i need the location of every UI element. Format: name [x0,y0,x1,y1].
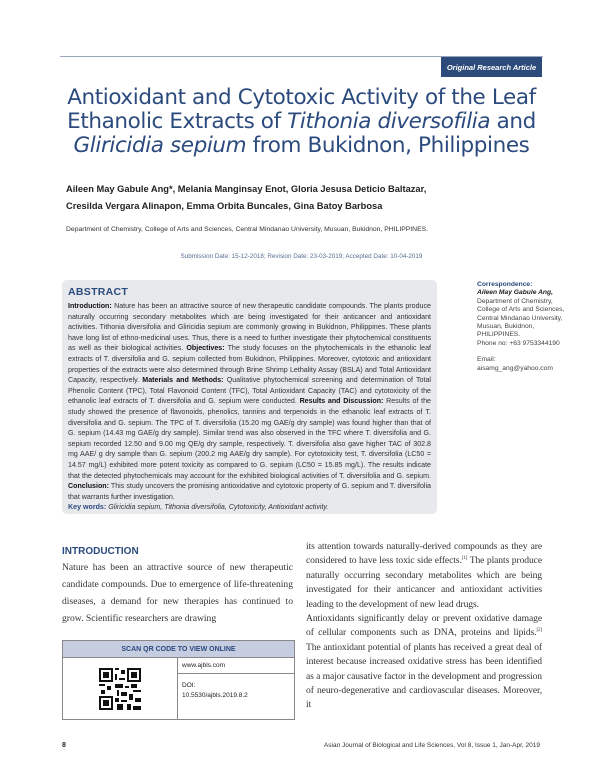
correspondence-phone: Phone no: +63 9753344190 [477,339,560,347]
correspondence [477,281,567,373]
citation[interactable]: [1] [461,556,468,562]
text: The antioxidant potential of plants has received a great deal of interest because increased oxidative stress has been identified as a major causative factor in the development and progression of neuro-degenerative and cardiovascular diseases. Moreover, it [306,641,542,711]
text: Nature has been an attractive source of new therapeutic candidate compounds. The plants produce naturally occurring secondary metabolites which are being investigated for their anticancer and antioxidant activities. Tithonia diversifolia and Gliricidia sepium are commonly growing in Bukidnon, Philippines. These plants have long list of ethno-medicinal uses. Thus, there is a need to further investigate their phytochemical constituents as well as their biological activities. [68,302,431,353]
article-type-badge: Original Research Article [441,57,542,77]
journal-citation: Asian Journal of Biological and Life Sciences, Vol 8, Issue 1, Jan-Apr, 2019 [323,742,540,749]
journal-url[interactable]: www.ajbls.com [178,658,294,674]
label: Conclusion: [68,482,109,491]
text: Qualitative phytochemical screening and determination of Total Phenolic Content (TPC), Total Flavonoid Content (TFC), Total Antioxidant Capacity (TAC) and cytotoxicity of the ethanolic leaf extracts of T. diversifolia and G. sepium were conducted. [68,376,431,406]
author-list [66,181,536,215]
submission-dates: Submission Date: 15-12-2018; Revision Date: 23-03-2019; Accepted Date: 10-04-2019 [180,253,423,260]
intro-paragraph [306,540,542,612]
page-number: 8 [62,742,66,749]
introduction-heading: INTRODUCTION [62,546,139,557]
doi-label: DOI: [182,682,196,689]
title-text: from Bukidnon, Philippines [246,133,530,158]
text: its attention towards naturally-derived compounds as they are considered to have less toxic side effects. [306,541,542,567]
correspondence-heading: Correspondence: [477,281,533,288]
correspondence-name: Aileen May Gabule Ang, [477,289,553,297]
title-species: Gliricidia sepium [73,133,247,158]
citation[interactable]: [2] [536,628,542,634]
qr-heading: SCAN QR CODE TO VIEW ONLINE [63,641,294,658]
intro-paragraph: Nature has been an attractive source of new therapeutic candidate compounds. Due to emergence of life-threatening diseases, a demand for new therapies has continued to grow. Scientific researchers are drawing [62,562,293,624]
correspondence-email[interactable]: Email: aisamg_ang@yahoo.com [477,356,553,372]
keywords-label: Key words: [68,503,107,512]
authors-line: Cresilda Vergara Alinapon, Emma Orbita Buncales, Gina Batoy Barbosa [66,201,383,211]
doi[interactable] [178,674,294,708]
label: Results and Discussion: [299,397,384,406]
text: Antioxidants significantly delay or prevent oxidative damage of cellular components such as DNA, proteins and lipids. [306,613,542,639]
text: This study uncovers the promising antioxidative and cytotoxic property of G. sepium and T. diversifolia that warrants further investigation. [68,482,431,501]
intro-paragraph [306,612,542,713]
text: Results of the study showed the presence of flavonoids, phenolics, tannins and terpenoids in the ethanolic leaf extracts of T. diversifolia and G. sepium. The TPC of T. diversifolia (15.20 mg GAE/g dry sample) was found higher than that of G. sepium (14.43 mg GAE/g dry sample). Similar trend was also observed in the TFC where T. diversifolia and G. sepium recorded 12.50 and 9.00 mg QE/g dry sample, respectively. T. diversifolia also gave higher TAC of 302.8 mg AAE/ g dry sample than G. sepium (200.2 mg AAE/g dry sample). For cytotoxicity test, T. diversifolia (LC50 = 14.57 mg/L) exhibited more potent toxicity as compared to G. sepium (LC50 = 15.85 mg/L). The results indicate that the detected phytochemicals may account for the exhibited biological activities of T. diversifolia and G. sepium. [68,397,431,480]
title-text: Antioxidant and Cytotoxic Activity of the Leaf Ethanolic Extracts of [67,85,536,134]
qr-code-icon[interactable] [63,658,178,719]
qr-code-box [62,640,295,720]
intro-right-column [306,540,542,713]
abstract-text [68,301,431,513]
doi-value[interactable]: 10.5530/ajbls.2019.8.2 [182,692,248,699]
article-title [60,86,543,158]
label: Objectives: [186,344,225,353]
intro-left-column [62,559,293,627]
text: The study focuses on the phytochemicals in the ethanolic leaf extracts of T. diversifolia and G. sepium collected from Bukidnon, Philippines. Moreover, cytotoxic and antioxidant properties of the extracts were also determined through Brine Shrimp Lethality Assay (BSLA) and Total Antioxidant Capacity, respectively. [68,344,431,385]
text: The plants produce naturally occurring secondary metabolites which are being investigated for their anticancer and antioxidant activities leading to the development of new lead drugs. [306,555,542,610]
affiliation: Department of Chemistry, College of Arts and Sciences, Central Mindanao University, Musuan, Bukidnon, PHILIPPINES. [66,226,429,233]
authors-line: Aileen May Gabule Ang*, Melania Manginsay Enot, Gloria Jesusa Deticio Baltazar, [66,184,427,194]
abstract-heading: ABSTRACT [68,286,129,298]
keywords: Gliricidia sepium, Tithonia diversifolia, Cytotoxicity, Antioxidant activity. [106,503,329,512]
abstract-box [62,280,437,514]
title-text: and [490,109,536,134]
label: Materials and Methods: [142,376,224,385]
correspondence-address: Department of Chemistry, College of Arts and Sciences, Central Mindanao University, Musuan, Bukidnon, PHILIPPINES. [477,297,565,339]
title-species: Tithonia diversofilia [287,109,491,134]
label: Introduction: [68,302,112,310]
